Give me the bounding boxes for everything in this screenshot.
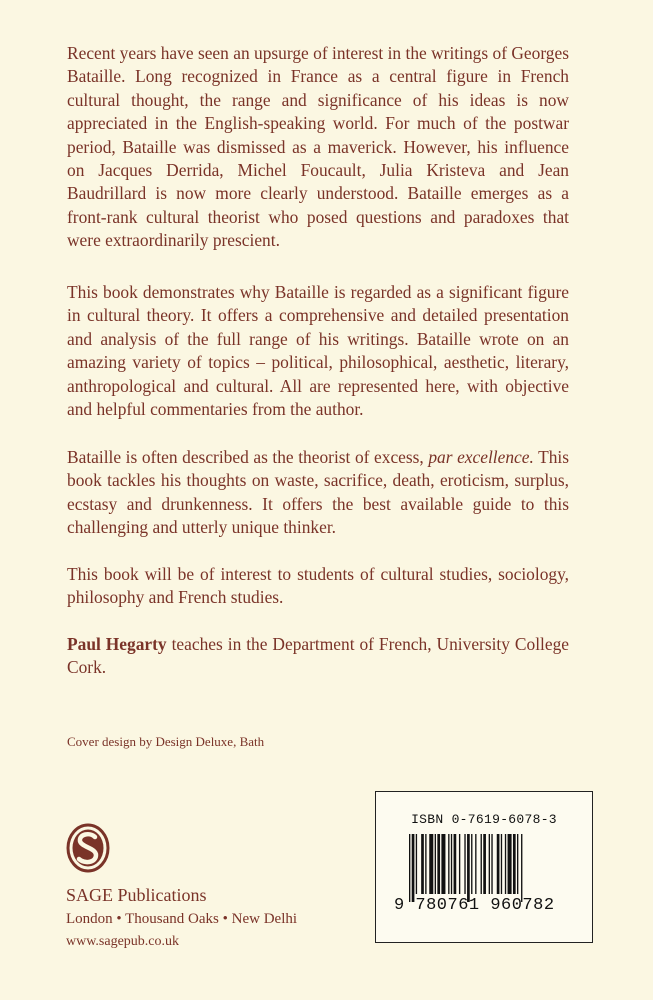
paragraph-3-end: This book tackles his thoughts on waste, sacrifice, death, eroticism, surplus, ecstasy and drunkenness. It offers the best available guide to this challenging and utterly unique thinker. [67,447,570,538]
author-bio [67,633,569,680]
author-name: Paul Hegarty [67,634,167,654]
blurb-paragraph-2: This book demonstrates why Bataille is regarded as a significant figure in cultural theory. It offers a comprehensive and detailed presentation and analysis of the full range of his writings. Bataille wrote on an amazing variety of topics – political, philosophical, aesthetic, literary, anthropological and cultural. All are represented here, with objective and helpful commentaries from the author. [67,282,569,420]
cover-design-credit: Cover design by Design Deluxe, Bath [67,734,265,749]
publisher-website: www.sagepub.co.uk [66,934,180,949]
publisher-name: SAGE Publications [66,885,207,905]
barcode-panel [375,791,593,943]
isbn-label: ISBN 0-7619-6078-3 [411,812,557,827]
sage-s-logo-icon [66,823,110,873]
blurb-paragraph-3 [67,446,569,540]
publisher-cities: London • Thousand Oaks • New Delhi [66,911,298,927]
blurb-paragraph-4: This book will be of interest to students of cultural studies, sociology, philosophy and French studies. [67,564,569,608]
barcode-image [409,834,559,902]
barcode-number: 9 780761 960782 [394,896,555,915]
blurb-paragraph-1: Recent years have seen an upsurge of interest in the writings of Georges Bataille. Long recognized in France as a central figure in French cultural thought, the range and significance of his ideas is now appreciated in the English-speaking world. For much of the postwar period, Bataille was dismissed as a maverick. However, his influence on Jacques Derrida, Michel Foucault, Julia Kristeva and Jean Baudrillard is now more clearly understood. Bataille emerges as a front-rank cultural theorist who posed questions and paradoxes that were extraordinarily prescient. [67,43,569,251]
paragraph-3-start: Bataille is often described as the theorist of excess, [67,447,429,467]
author-bio-text: teaches in the Department of French, University College Cork. [67,634,570,678]
italic-phrase: par excellence. [428,447,534,467]
